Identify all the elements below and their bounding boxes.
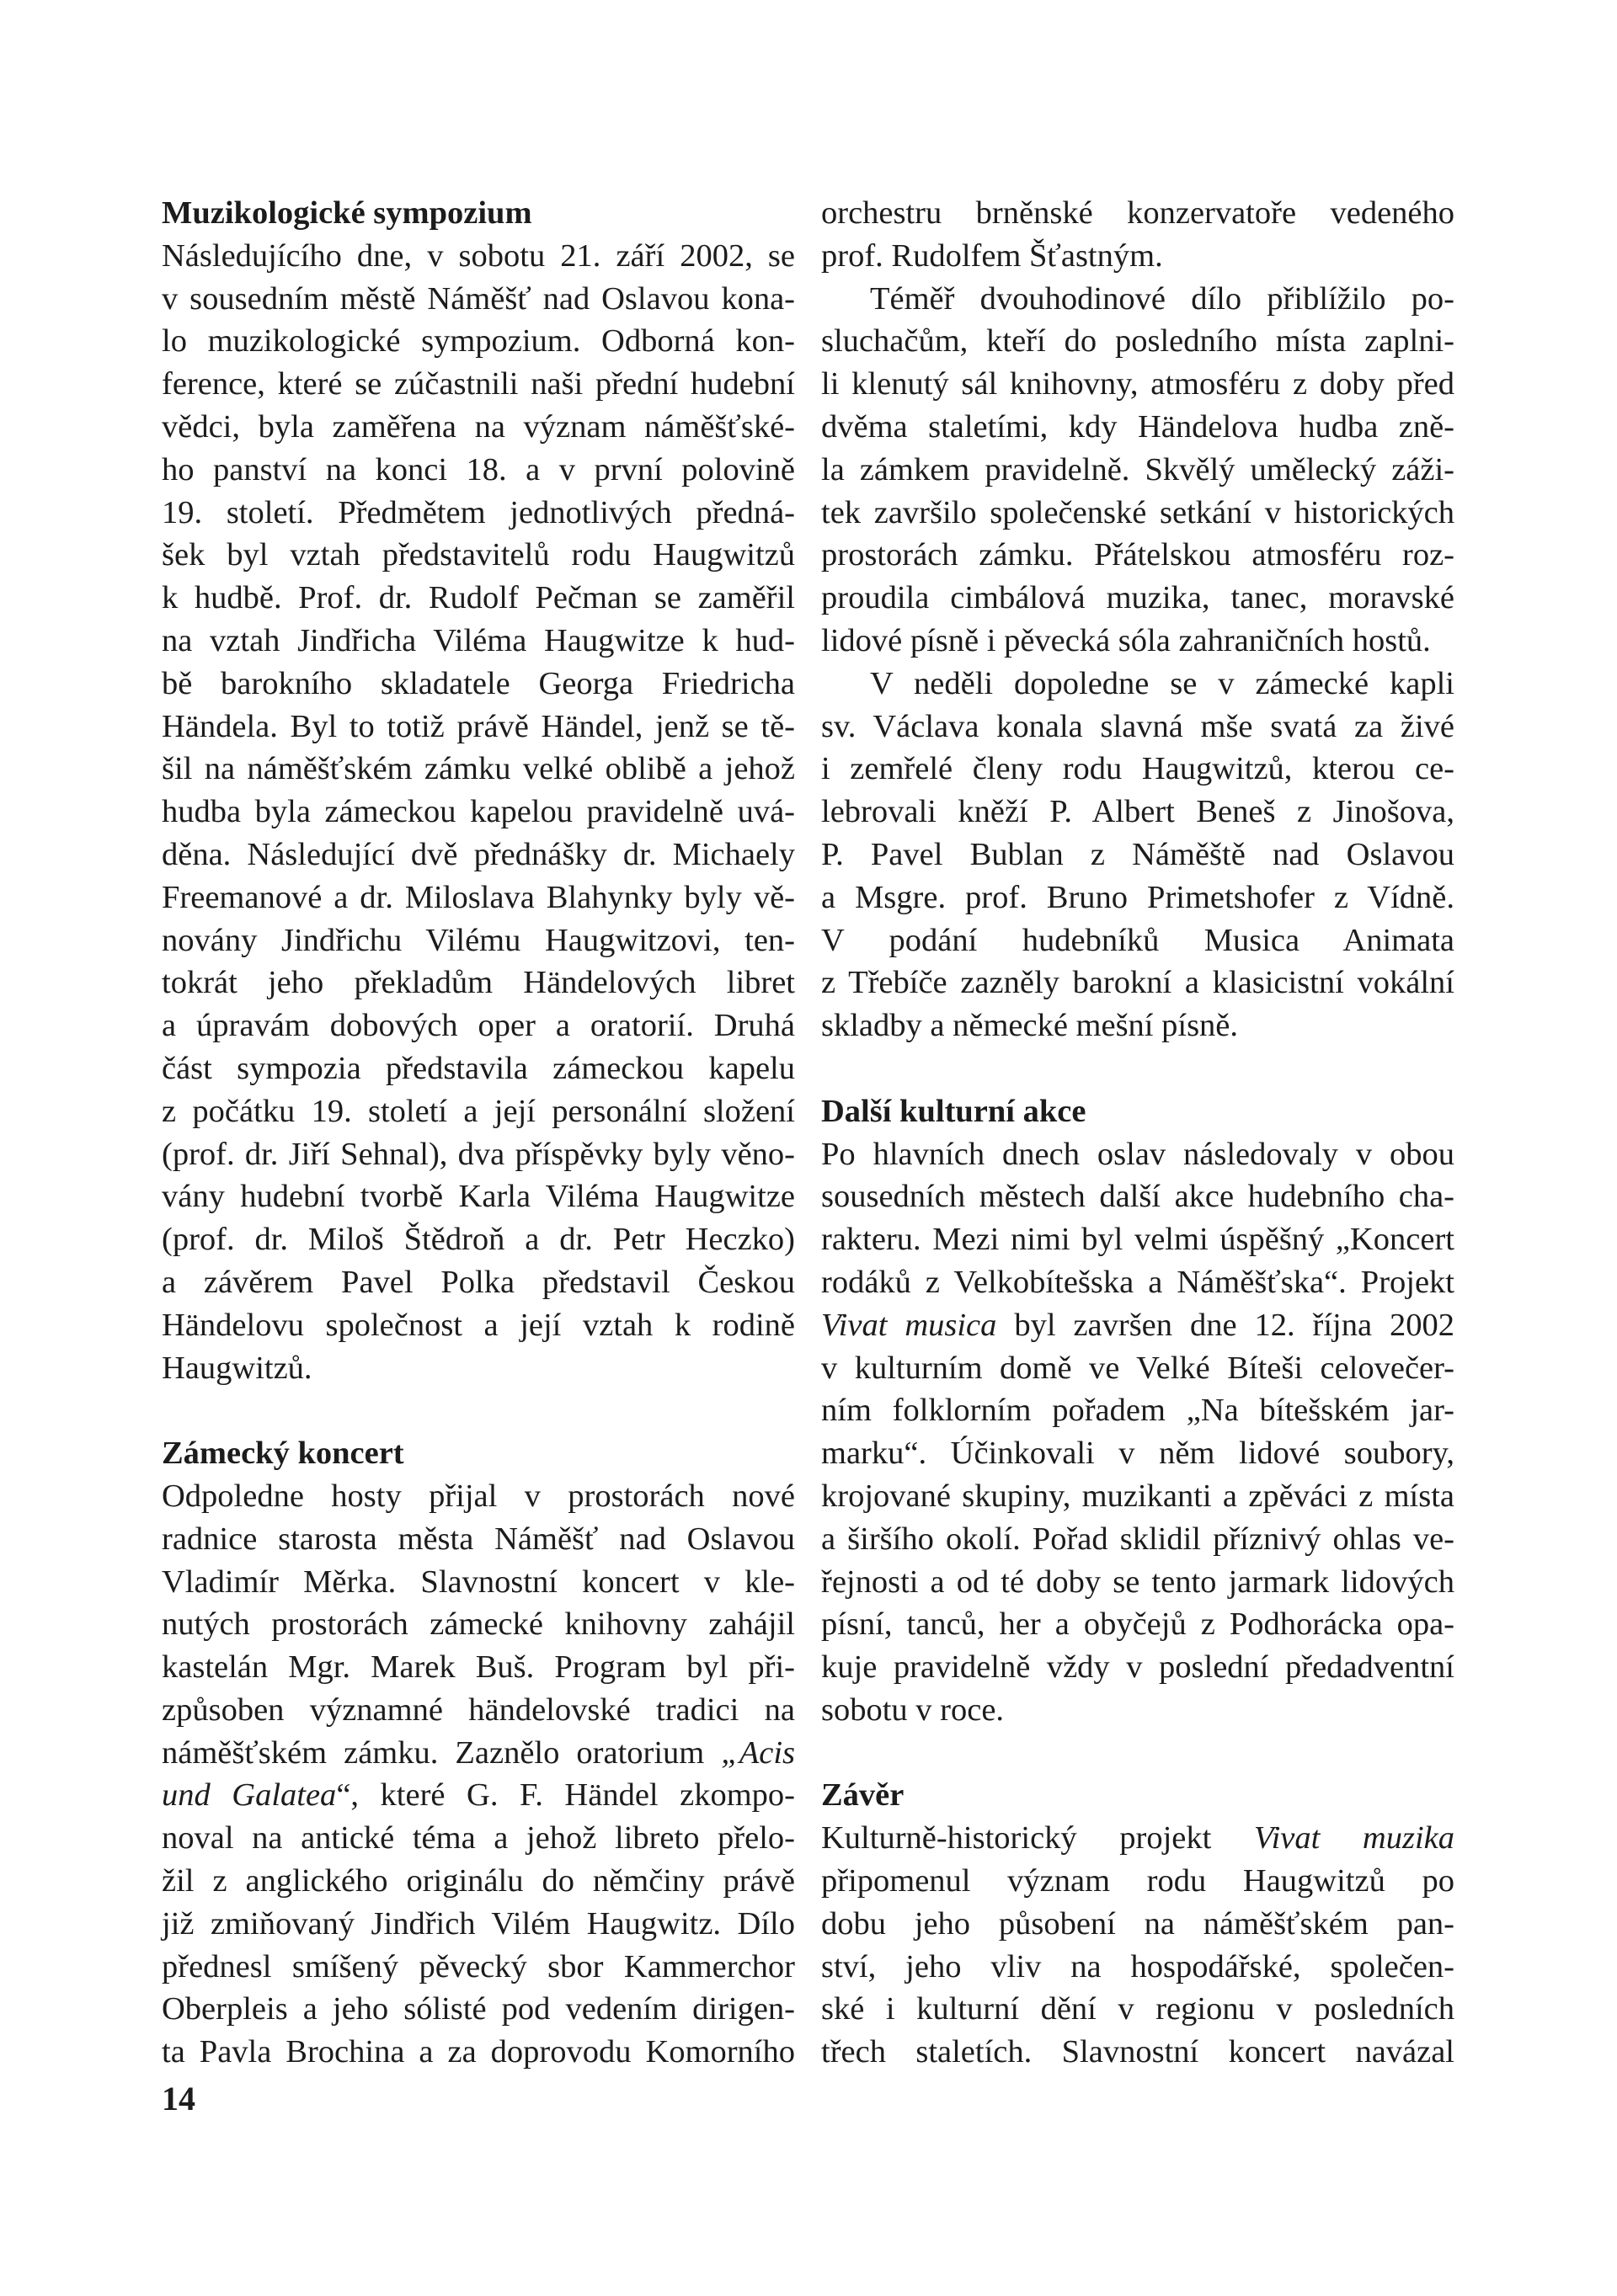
text-line: kuje pravidelně vždy v poslední předadventní (821, 1649, 1454, 1686)
text-line: děna. Následující dvě přednášky dr. Michaely (162, 836, 795, 872)
text-line: řejnosti a od té doby se tento jarmark lidových (821, 1564, 1454, 1600)
text-line: rakteru. Mezi nimi byl velmi úspěšný „Koncert (821, 1222, 1454, 1258)
text-line: z Třebíče zazněly barokní a klasicistní vokální (821, 965, 1454, 1001)
text-line: přednesl smíšený pěvecký sbor Kammerchor (162, 1948, 795, 1984)
text-line: (prof. dr. Jiří Sehnal), dva příspěvky byly věno- (162, 1136, 795, 1172)
text-line: V neděli dopoledne se v zámecké kapli (870, 665, 1454, 701)
text-line: kastelán Mgr. Marek Buš. Program byl při- (162, 1649, 795, 1686)
text-line: Odpoledne hosty přijal v prostorách nové (162, 1478, 795, 1514)
text-line: noval na antické téma a jehož libreto přelo- (162, 1820, 795, 1857)
text-line: 19. století. Předmětem jednotlivých předná- (162, 494, 795, 530)
text-line: V podání hudebníků Musica Animata (821, 922, 1454, 958)
text-line: sv. Václava konala slavná mše svatá za živé (821, 708, 1454, 744)
text-line: sousedních městech další akce hudebního cha- (821, 1179, 1454, 1215)
text-run: byl završen dne 12. října 2002 (996, 1307, 1454, 1343)
paragraph-gap (821, 1047, 1454, 1090)
text-line: v kulturním domě ve Velké Bíteši celovečer- (821, 1350, 1454, 1386)
text-line: ference, které se zúčastnili naši přední hudební (162, 366, 795, 402)
text-line: Po hlavních dnech oslav následovaly v obou (821, 1136, 1454, 1172)
text-line: Haugwitzů. (162, 1350, 312, 1386)
text-line: ské i kulturní dění v regionu v posledních (821, 1991, 1454, 2027)
text-line: hudba byla zámeckou kapelou pravidelně uvá- (162, 794, 795, 830)
right-column (821, 192, 1454, 2074)
text-line: Händelovu společnost a její vztah k rodině (162, 1307, 795, 1343)
paragraph-gap (821, 1732, 1454, 1775)
text-line (162, 1774, 795, 1817)
section-heading: Muzikologické sympozium (162, 195, 532, 231)
text-line: lidové písně i pěvecká sóla zahraničních hostů. (821, 622, 1431, 658)
text-line: třech staletích. Slavnostní koncert navázal (821, 2034, 1454, 2070)
text-line: připomenul význam rodu Haugwitzů po (821, 1863, 1454, 1899)
text-line: již zmiňovaný Jindřich Vilém Haugwitz. Dílo (162, 1905, 795, 1942)
text-line: ství, jeho vliv na hospodářské, společen- (821, 1948, 1454, 1984)
text-line: i zemřelé členy rodu Haugwitzů, kterou ce- (821, 751, 1454, 787)
text-line: nutých prostorách zámecké knihovny zahájil (162, 1606, 795, 1643)
text-line: žil z anglického originálu do němčiny právě (162, 1863, 795, 1899)
text-line: Následujícího dne, v sobotu 21. září 2002, se (162, 237, 795, 274)
section-heading: Zámecký koncert (162, 1436, 404, 1472)
page-number: 14 (162, 2080, 195, 2118)
text-line: způsoben významné händelovské tradici na (162, 1691, 795, 1728)
text-line: v sousedním městě Náměšť nad Oslavou kona- (162, 280, 795, 317)
text-run: náměšťském zámku. Zaznělo oratorium (162, 1734, 722, 1771)
italic-text: „Acis (721, 1734, 795, 1771)
text-line: část sympozia představila zámeckou kapelu (162, 1050, 795, 1086)
text-line: lo muzikologické sympozium. Odborná kon- (162, 323, 795, 360)
paragraph-gap (162, 1389, 795, 1432)
text-line: dvěma staletími, kdy Händelova hudba zně- (821, 408, 1454, 445)
text-line: rodáků z Velkobítešska a Náměšťska“. Projekt (821, 1264, 1454, 1300)
text-line (821, 1817, 1454, 1860)
text-line: krojované skupiny, muzikanti a zpěváci z místa (821, 1478, 1454, 1514)
text-line: ním folklorním pořadem „Na bítešském jar- (821, 1393, 1454, 1429)
italic-text: Vivat muzika (1253, 1820, 1454, 1857)
text-line: a závěrem Pavel Polka představil Českou (162, 1264, 795, 1300)
text-line: radnice starosta města Náměšť nad Oslavou (162, 1521, 795, 1557)
text-line: vány hudební tvorbě Karla Viléma Haugwitze (162, 1179, 795, 1215)
left-column (162, 192, 795, 2074)
text-line: z počátku 19. století a její personální složení (162, 1093, 795, 1129)
text-line: šek byl vztah představitelů rodu Haugwitzů (162, 537, 795, 573)
text-line: prof. Rudolfem Šťastným. (821, 237, 1163, 274)
text-line: skladby a německé mešní písně. (821, 1008, 1239, 1044)
text-line: dobu jeho působení na náměšťském pan- (821, 1905, 1454, 1942)
section-heading: Závěr (821, 1777, 905, 1814)
text-line: sobotu v roce. (821, 1691, 1005, 1728)
text-line: tokrát jeho překladům Händelových libret (162, 965, 795, 1001)
text-line: ho panství na konci 18. a v první polovině (162, 451, 795, 487)
text-line: (prof. dr. Miloš Štědroň a dr. Petr Heczko) (162, 1222, 795, 1258)
text-line: a Msgre. prof. Bruno Primetshofer z Vídně. (821, 879, 1454, 915)
text-line: šil na náměšťském zámku velké oblibě a jehož (162, 751, 795, 787)
text-line: Vladimír Měrka. Slavnostní koncert v kle- (162, 1564, 795, 1600)
text-line: tek završilo společenské setkání v historických (821, 494, 1454, 530)
text-line: na vztah Jindřicha Viléma Haugwitze k hud- (162, 622, 795, 658)
text-line: písní, tanců, her a obyčejů z Podhorácka opa- (821, 1606, 1454, 1643)
text-line (821, 1304, 1454, 1347)
text-line: Oberpleis a jeho sólisté pod vedením dirigen- (162, 1991, 795, 2027)
text-run: “, které G. F. Händel zkompo- (336, 1777, 795, 1814)
text-line: bě barokního skladatele Georga Friedricha (162, 665, 795, 701)
text-line: li klenutý sál knihovny, atmosféru z doby před (821, 366, 1454, 402)
text-line: proudila cimbálová muzika, tanec, moravské (821, 580, 1454, 616)
text-line: k hudbě. Prof. dr. Rudolf Pečman se zaměřil (162, 580, 795, 616)
text-line: Téměř dvouhodinové dílo přiblížilo po- (870, 280, 1454, 317)
text-run: Kulturně-historický projekt (821, 1820, 1254, 1857)
text-line: la zámkem pravidelně. Skvělý umělecký záži- (821, 451, 1454, 487)
text-line: P. Pavel Bublan z Náměště nad Oslavou (821, 836, 1454, 872)
text-line: a úpravám dobových oper a oratorií. Druhá (162, 1008, 795, 1044)
text-line: a širšího okolí. Pořad sklidil příznivý ohlas ve- (821, 1521, 1454, 1557)
text-line: lebrovali kněží P. Albert Beneš z Jinošova, (821, 794, 1454, 830)
text-line: marku“. Účinkovali v něm lidové soubory, (821, 1436, 1454, 1472)
text-line: orchestru brněnské konzervatoře vedeného (821, 195, 1454, 231)
text-line: sluchačům, kteří do posledního místa zaplni- (821, 323, 1454, 360)
text-line: prostorách zámku. Přátelskou atmosféru roz- (821, 537, 1454, 573)
text-line: vědci, byla zaměřena na význam náměšťské- (162, 408, 795, 445)
italic-text: und Galatea (162, 1777, 337, 1814)
text-line: Händela. Byl to totiž právě Händel, jenž se tě- (162, 708, 795, 744)
text-line: Freemanové a dr. Miloslava Blahynky byly vě- (162, 879, 795, 915)
text-line: ta Pavla Brochina a za doprovodu Komorního (162, 2034, 795, 2070)
text-line: novány Jindřichu Vilému Haugwitzovi, ten- (162, 922, 795, 958)
section-heading: Další kulturní akce (821, 1093, 1086, 1129)
italic-text: Vivat musica (821, 1307, 997, 1343)
text-line (162, 1732, 795, 1775)
